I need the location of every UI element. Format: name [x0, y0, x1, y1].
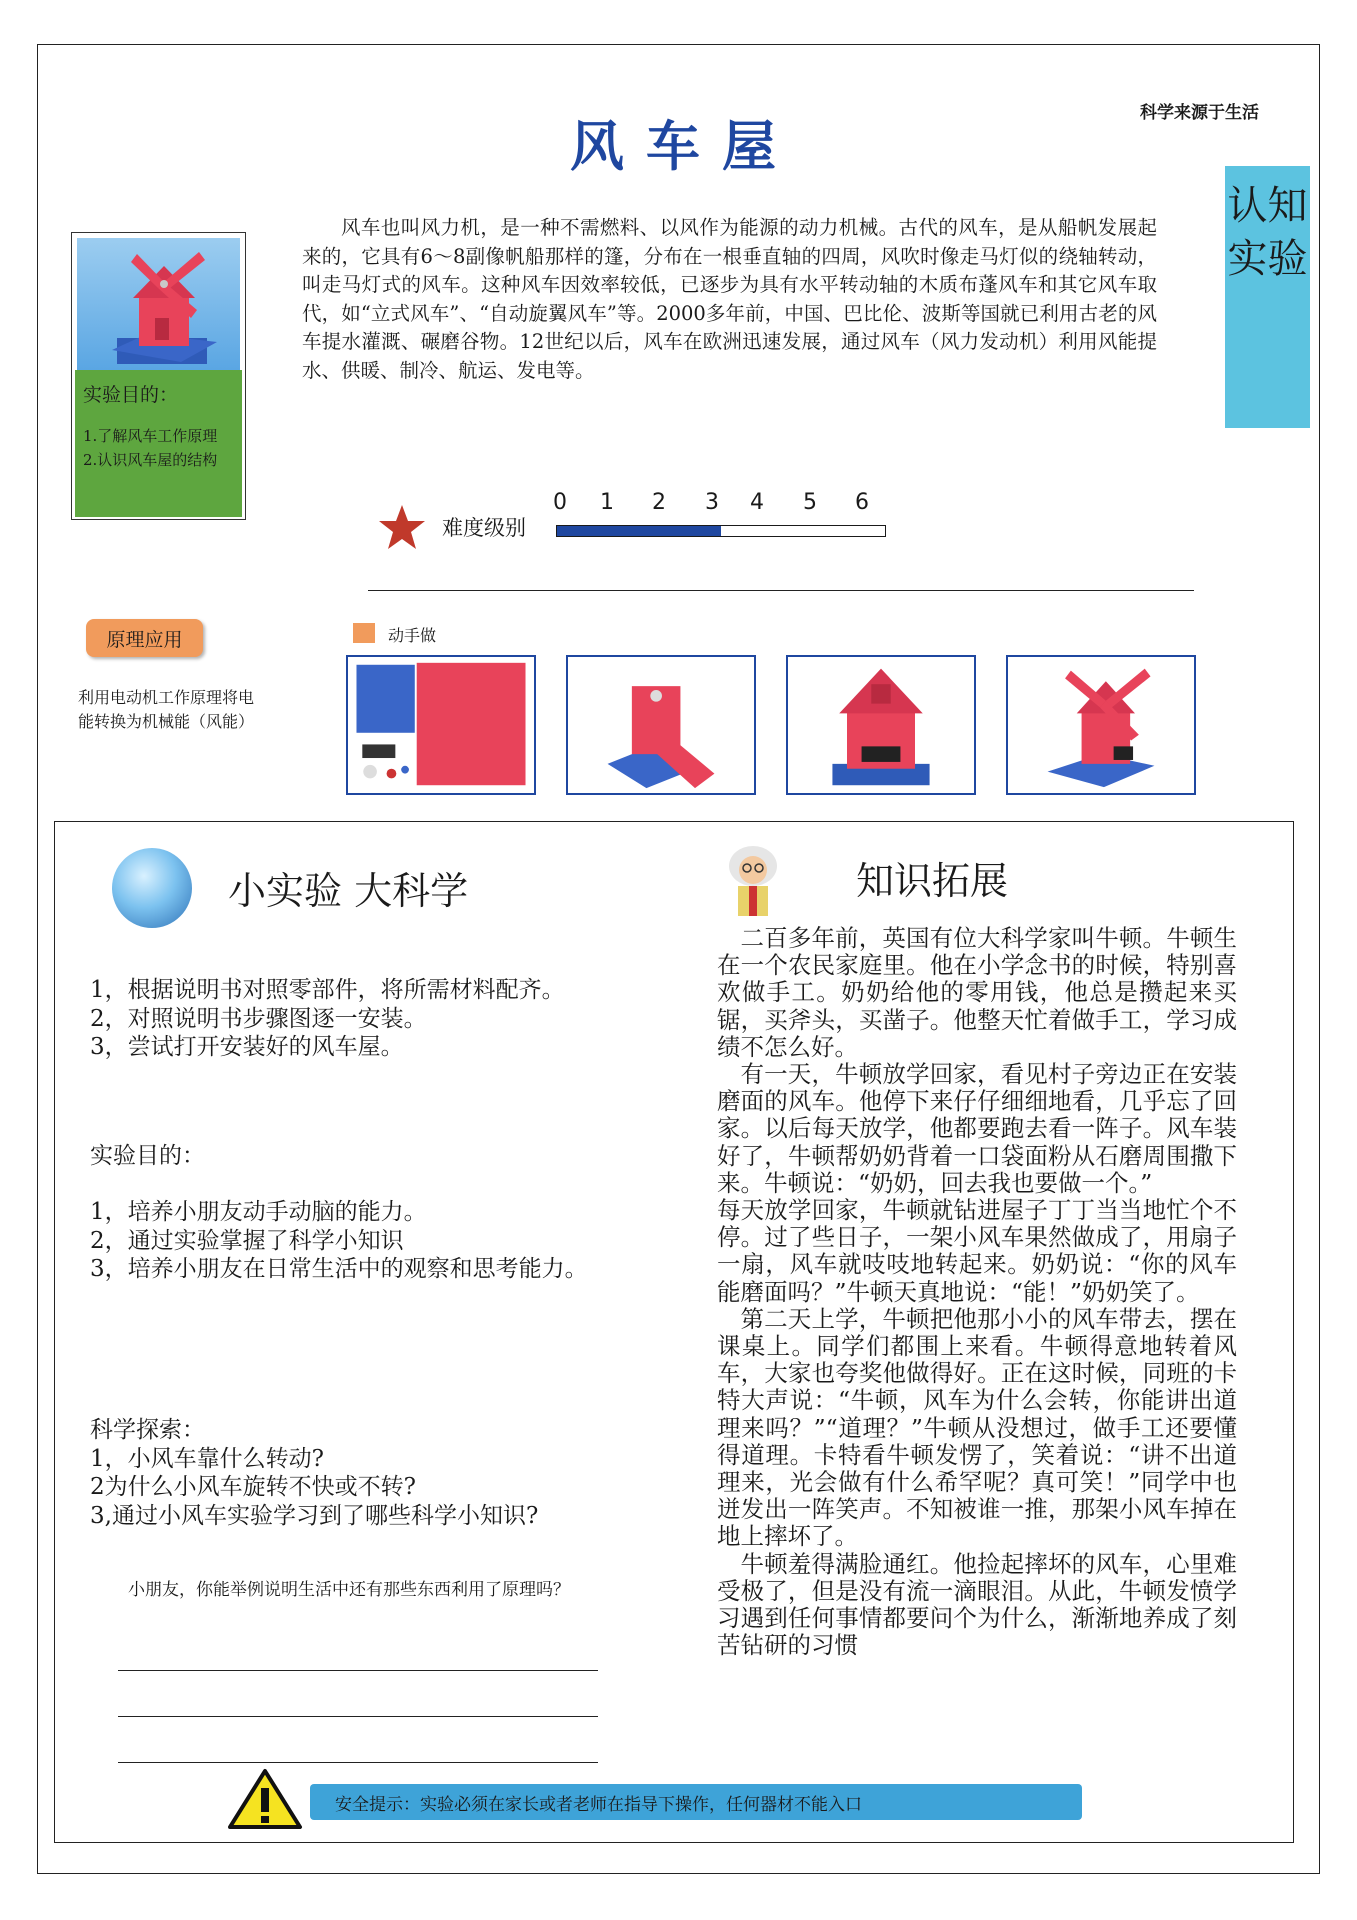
star-icon	[377, 503, 427, 551]
explore-item: 3,通过小风车实验学习到了哪些科学小知识?	[90, 1502, 539, 1529]
goal-point: 3，培养小朋友在日常生活中的观察和思考能力。	[90, 1256, 588, 1282]
difficulty-tick: 4	[750, 490, 764, 515]
difficulty-tick: 2	[652, 490, 666, 515]
principle-text: 利用电动机工作原理将电能转换为机械能（风能）	[78, 688, 255, 731]
step-image-house	[786, 655, 976, 795]
difficulty-tick: 1	[600, 490, 614, 515]
hands-on-label: 动手做	[388, 626, 437, 645]
globe-bubble-icon	[112, 848, 192, 928]
difficulty-bar	[556, 525, 886, 537]
goals-title: 实验目的：	[90, 1143, 205, 1169]
warning-icon	[227, 1768, 303, 1830]
answer-line[interactable]	[118, 1762, 598, 1763]
difficulty-tick: 0	[553, 490, 567, 515]
category-text: 认知实验	[1227, 183, 1308, 282]
intro-paragraph: 风车也叫风力机，是一种不需燃料、以风作为能源的动力机械。古代的风车，是从船帆发展起来的，它具有6～8副像帆船那样的篷，分布在一根垂直轴的四周，风吹时像走马灯似的绕轴转动，叫走马灯式的风车。这种风车因效率较低，已逐步为具有水平转动轴的木质布蓬风车和其它风车取代，如“立式风车”、“自动旋翼风车”等。2000多年前，中国、巴比伦、波斯等国就已利用古老的风车提水灌溉、碾磨谷物。12世纪以后，风车在欧洲迅速发展，通过风车（风力发动机）利用风能提水、供暖、制冷、航运、发电等。	[302, 216, 1157, 382]
difficulty-fill	[557, 526, 721, 536]
goal-list	[83, 424, 217, 472]
question-prompt: 小朋友，你能举例说明生活中还有那些东西利用了原理吗？	[128, 1580, 570, 1600]
difficulty-tick: 3	[705, 490, 719, 515]
safety-banner	[310, 1784, 1082, 1820]
explore-heading: 科学探索：	[90, 1417, 205, 1443]
goal-item: 1.了解风车工作原理	[83, 427, 218, 445]
windmill-house-photo	[77, 238, 240, 370]
divider	[368, 590, 1194, 591]
goal-point: 1，培养小朋友动手动脑的能力。	[90, 1199, 427, 1225]
story-paragraph: 二百多年前，英国有位大科学家叫牛顿。牛顿生在一个农民家庭里。他在小学念书的时候，特别喜欢做手工。奶奶给他的零用钱，他总是攒起来买锯，买斧头，买凿子。他整天忙着做手工，学习成绩不怎么好。	[717, 924, 1237, 1061]
scientist-icon	[722, 840, 784, 922]
explore-item: 2为什么小风车旋转不快或不转?	[90, 1474, 416, 1500]
step-item: 3，尝试打开安装好的风车屋。	[90, 1034, 404, 1060]
story-paragraph: 第二天上学，牛顿把他那小小的风车带去，摆在课桌上。同学们都围上来看。牛顿得意地转着风车，大家也夸奖他做得好。正在这时候，同班的卡特大声说：“牛顿，风车为什么会转，你能讲出道理来吗？”“道理？”牛顿从没想过，做手工还要懂得道理。卡特看牛顿发愣了，笑着说：“讲不出道理来，光会做有什么希罕呢？真可笑！”同学中也迸发出一阵笑声。不知被谁一推，那架小风车掉在地上摔坏了。	[717, 1304, 1237, 1551]
story-paragraph: 每天放学回家，牛顿就钻进屋子丁丁当当地忙个不停。过了些日子，一架小风车果然做成了，用扇子一扇，风车就吱吱地转起来。奶奶说：“你的风车能磨面吗？”牛顿天真地说：“能！”奶奶笑了。	[717, 1196, 1237, 1306]
difficulty-label: 难度级别	[442, 516, 526, 540]
slogan: 科学来源于生活	[1140, 103, 1259, 123]
safety-text: 安全提示：实验必须在家长或者老师在指导下操作，任何器材不能入口	[335, 1794, 862, 1815]
step-image-parts	[346, 655, 536, 795]
answer-line[interactable]	[118, 1716, 598, 1717]
step-image-finished	[1006, 655, 1196, 795]
step-item: 2，对照说明书步骤图逐一安装。	[90, 1005, 427, 1032]
page-title: 风车屋	[570, 115, 798, 178]
story-paragraph: 牛顿羞得满脸通红。他捡起摔坏的风车，心里难受极了，但是没有流一滴眼泪。从此，牛顿发愤学习遇到任何事情都要问个为什么，渐渐地养成了刻苦钻研的习惯	[717, 1549, 1237, 1660]
step-image-assembly	[566, 655, 756, 795]
difficulty-tick: 6	[855, 490, 869, 515]
goal-point: 2，通过实验掌握了科学小知识	[90, 1227, 404, 1254]
steps-list	[90, 976, 670, 1062]
principle-label: 原理应用	[86, 619, 203, 657]
goal-item: 2.认识风车屋的结构	[83, 451, 218, 469]
goal-panel	[75, 370, 242, 517]
goal-title: 实验目的：	[83, 384, 179, 406]
goal-card	[71, 232, 246, 520]
step-item: 1，根据说明书对照零部件，将所需材料配齐。	[90, 977, 565, 1003]
story-text	[717, 925, 1237, 1659]
left-section-title: 小实验 大科学	[228, 869, 469, 913]
difficulty-tick: 5	[803, 490, 817, 515]
answer-line[interactable]	[118, 1670, 598, 1671]
right-section-title: 知识拓展	[856, 859, 1009, 903]
goals-list	[90, 1198, 670, 1284]
hands-on-marker	[353, 623, 375, 643]
explore-list	[90, 1416, 670, 1530]
explore-item: 1，小风车靠什么转动?	[90, 1445, 324, 1472]
category-badge	[1225, 166, 1310, 428]
story-paragraph: 有一天，牛顿放学回家，看见村子旁边正在安装磨面的风车。他停下来仔仔细细地看，几乎忘了回家。以后每天放学，他都要跑去看一阵子。风车装好了，牛顿帮奶奶背着一口袋面粉从石磨周围撒下来。牛顿说：“奶奶，回去我也要做一个。”	[717, 1060, 1237, 1197]
